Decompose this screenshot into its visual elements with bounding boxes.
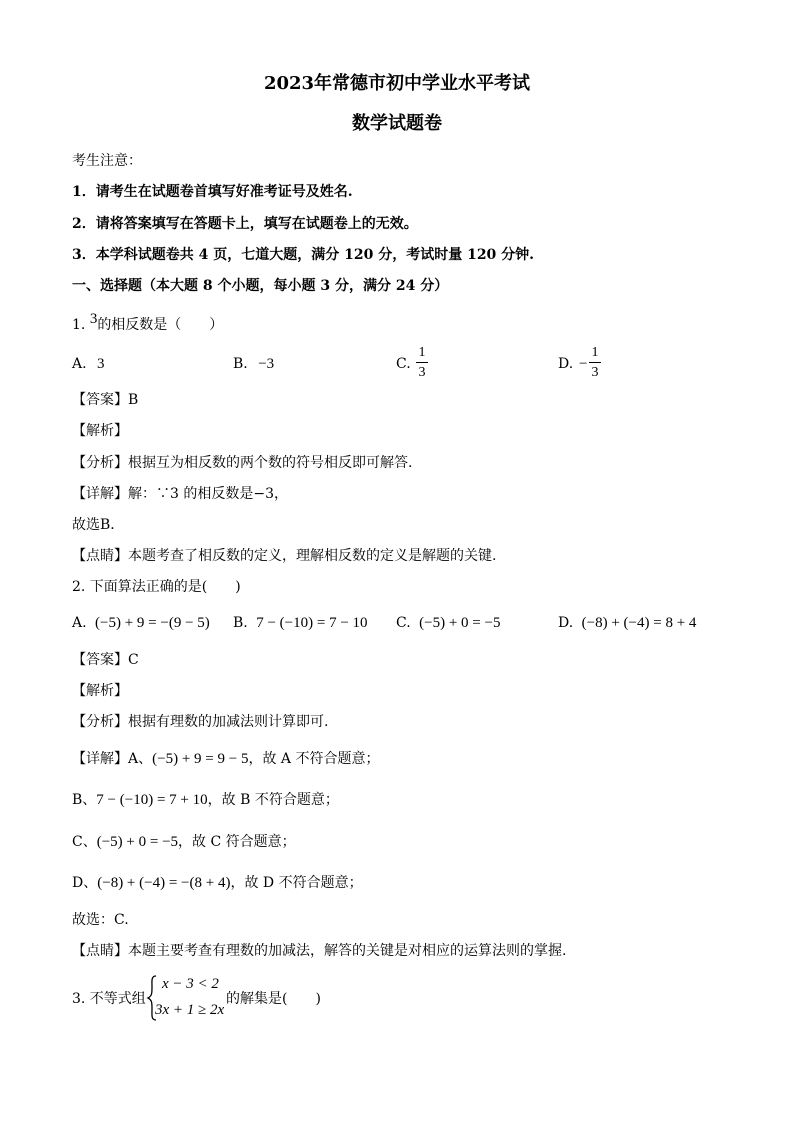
q2-option-d-expr: (−8) + (−4) = 8 + 4	[581, 615, 697, 631]
notice-heading: 考生注意：	[72, 153, 142, 169]
q2-line-c-expr: (−5) + 0 = −5	[96, 834, 179, 850]
q2-line-a-expr: (−5) + 9 = 9 − 5	[152, 751, 249, 767]
q2-option-c-label: C.	[396, 615, 411, 631]
q2-fenxi-tag: 【分析】	[72, 714, 128, 730]
q1-option-c-label: C.	[396, 356, 411, 372]
q1-expr: 3	[89, 311, 98, 327]
q2-line-a-suffix: ，故 A 不符合题意；	[248, 751, 380, 767]
exam-title: 2023年常德市初中学业水平考试	[263, 73, 531, 94]
q1-analysis-tag: 【解析】	[72, 423, 128, 439]
q3-suffix: 的解集是( )	[226, 991, 321, 1007]
q1-option-d-fraction	[589, 346, 601, 380]
q2-option-d-label: D.	[558, 615, 574, 631]
q1-option-c-denominator: 3	[418, 365, 426, 380]
q1-stem-text: 的相反数是（ ）	[97, 317, 224, 333]
q1-option-a-value: 3	[97, 356, 105, 372]
q1-dianjing	[72, 547, 496, 565]
q2-fenxi-text: 根据有理数的加减法则计算即可.	[128, 714, 329, 730]
q1-option-b-label: B.	[233, 356, 248, 372]
q1-fenxi	[72, 454, 412, 472]
q1-stem	[72, 311, 224, 334]
q3-system-line-2: 3x + 1 ≥ 2x	[155, 1002, 225, 1018]
q1-option-a-label: A.	[72, 356, 87, 372]
q2-xiangjie-tag: 【详解】	[72, 751, 128, 767]
q2-option-b-expr: 7 − (−10) = 7 − 10	[256, 615, 368, 631]
notice-item-3: 3．本学科试题卷共 4 页，七道大题，满分 120 分，考试时量 120 分钟.	[72, 247, 535, 263]
q1-option-d-numerator: 1	[591, 345, 599, 360]
q1-dianjing-tag: 【点睛】	[72, 548, 128, 564]
q3-system-line-1: x − 3 < 2	[162, 976, 219, 992]
q2-option-d	[558, 614, 696, 632]
q1-fenxi-text: 根据互为相反数的两个数的符号相反即可解答.	[128, 455, 413, 471]
q1-option-c-fraction	[416, 346, 428, 380]
q2-line-b-expr: 7 − (−10) = 7 + 10	[96, 792, 208, 808]
q1-answer-tag: 【答案】	[72, 392, 128, 408]
q2-xiangjie-c	[72, 833, 296, 851]
q2-conclusion: 故选：C.	[72, 912, 129, 928]
q1-option-b	[233, 355, 274, 373]
q2-line-d-expr: (−8) + (−4) = −(8 + 4)	[97, 875, 231, 891]
q1-option-d-denominator: 3	[591, 365, 599, 380]
q2-line-b-prefix: B、	[72, 792, 97, 808]
q1-fenxi-tag: 【分析】	[72, 455, 128, 471]
q2-dianjing-text: 本题主要考查有理数的加减法，解答的关键是对相应的运算法则的掌握.	[128, 943, 567, 959]
q2-line-a-prefix: A、	[128, 751, 153, 767]
q1-answer	[72, 391, 138, 409]
section-heading: 一、选择题（本大题 8 个小题，每小题 3 分，满分 24 分）	[72, 278, 449, 294]
q1-option-c-numerator: 1	[418, 345, 426, 360]
q1-option-b-value: −3	[258, 356, 275, 372]
q1-answer-value: B	[128, 392, 139, 408]
q2-line-d-prefix: D、	[72, 875, 98, 891]
q2-line-d-suffix: ，故 D 不符合题意；	[230, 875, 363, 891]
q2-xiangjie-a	[72, 750, 379, 768]
q2-answer-tag: 【答案】	[72, 652, 128, 668]
fraction-bar	[416, 362, 428, 363]
q2-xiangjie-d	[72, 874, 363, 892]
q1-xiangjie-tag: 【详解】	[72, 486, 128, 502]
q1-dianjing-text: 本题考查了相反数的定义，理解相反数的定义是解题的关键.	[128, 548, 497, 564]
q2-stem: 2. 下面算法正确的是( )	[72, 579, 241, 595]
q3-prefix: 3. 不等式组	[72, 991, 146, 1007]
q2-analysis-tag: 【解析】	[72, 683, 128, 699]
q1-xiangjie-text: 解：∵3 的相反数是−3，	[128, 486, 288, 502]
q2-option-b	[233, 614, 368, 632]
q1-xiangjie	[72, 485, 288, 503]
q2-xiangjie-b	[72, 791, 339, 809]
q2-option-b-label: B.	[233, 615, 248, 631]
q2-answer-value: C	[128, 652, 139, 668]
q2-option-a-expr: (−5) + 9 = −(9 − 5)	[95, 615, 210, 631]
notice-item-2: 2．请将答案填写在答题卡上，填写在试题卷上的无效。	[72, 216, 418, 232]
q2-dianjing-tag: 【点睛】	[72, 943, 128, 959]
q2-line-b-suffix: ，故 B 不符合题意；	[207, 792, 339, 808]
q1-option-a	[72, 355, 105, 373]
q2-option-c-expr: (−5) + 0 = −5	[419, 615, 501, 631]
fraction-bar	[589, 362, 601, 363]
q2-dianjing	[72, 942, 566, 960]
q1-option-d-sign: −	[579, 356, 588, 372]
q2-answer	[72, 651, 139, 669]
q2-option-c	[396, 614, 500, 632]
q2-line-c-prefix: C、	[72, 834, 97, 850]
q2-fenxi	[72, 713, 328, 731]
q1-option-d-label: D.	[558, 356, 574, 372]
q2-line-c-suffix: ，故 C 符合题意；	[178, 834, 296, 850]
q2-option-a	[72, 614, 210, 632]
exam-subtitle: 数学试题卷	[352, 113, 442, 134]
q1-conclusion: 故选B．	[72, 517, 125, 533]
q2-option-a-label: A.	[72, 615, 87, 631]
notice-item-1: 1．请考生在试题卷首填写好准考证号及姓名.	[72, 184, 353, 200]
q1-number: 1.	[72, 317, 86, 333]
